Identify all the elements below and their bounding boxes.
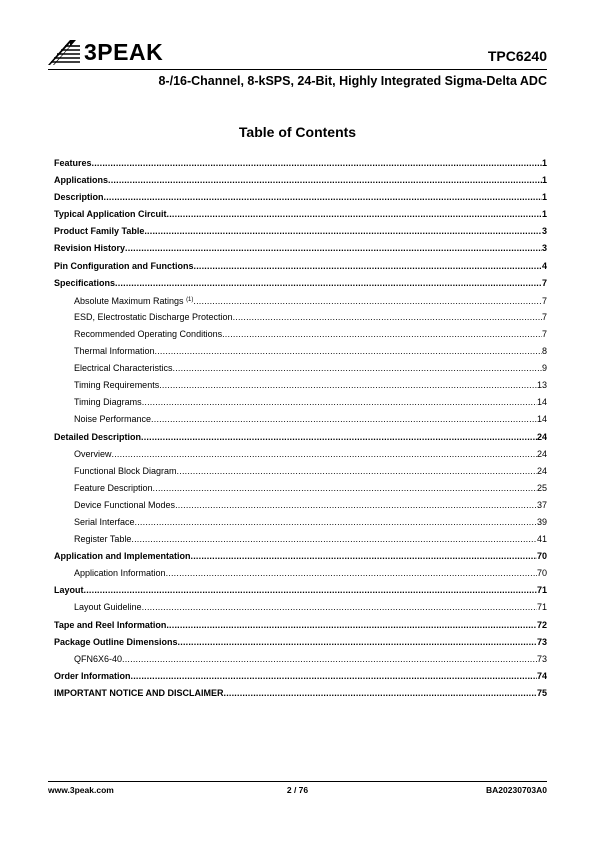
- footer-document-id: BA20230703A0: [486, 785, 547, 795]
- toc-entry-footnote-marker: (1): [186, 296, 194, 303]
- toc-entry-label-text: Register Table: [74, 534, 132, 545]
- toc-entry-label-text: Layout Guideline: [74, 602, 142, 613]
- footer-website-link[interactable]: www.3peak.com: [48, 785, 114, 795]
- toc-entry-page-number[interactable]: 25: [536, 482, 547, 493]
- toc-entry-label[interactable]: [54, 155, 92, 172]
- toc-entry-page-number[interactable]: 70: [536, 551, 547, 562]
- toc-entry-label-text: Absolute Maximum Ratings: [74, 295, 184, 306]
- toc-entry[interactable]: [54, 326, 547, 343]
- toc-entry-label-text: Recommended Operating Conditions: [74, 328, 223, 339]
- toc-entry-label-text: Application Information: [74, 568, 166, 579]
- toc-dot-leader: [224, 685, 537, 702]
- toc-entry-page-number[interactable]: 9: [541, 363, 547, 374]
- toc-entry-page-number[interactable]: 1: [541, 175, 547, 186]
- toc-entry[interactable]: [54, 429, 547, 446]
- toc-entry[interactable]: [54, 446, 547, 463]
- toc-entry-label-text: Electrical Characteristics: [74, 363, 173, 374]
- header-divider: [48, 69, 547, 70]
- toc-entry-label-text: Functional Block Diagram: [74, 465, 177, 476]
- footer-divider: [48, 781, 547, 782]
- toc-entry[interactable]: [54, 651, 547, 668]
- toc-entry-label[interactable]: [74, 651, 122, 668]
- toc-entry-label[interactable]: [54, 634, 178, 651]
- toc-entry[interactable]: [54, 548, 547, 565]
- toc-entry-label-text: Detailed Description: [54, 431, 142, 442]
- toc-entry-label-text: Pin Configuration and Functions: [54, 260, 194, 271]
- toc-entry[interactable]: [54, 206, 547, 223]
- toc-dot-leader: [155, 343, 542, 360]
- toc-entry[interactable]: [54, 634, 547, 651]
- toc-entry-label[interactable]: [74, 446, 112, 463]
- toc-entry[interactable]: [54, 411, 547, 428]
- toc-dot-leader: [159, 377, 537, 394]
- toc-dot-leader: [166, 565, 537, 582]
- toc-entry-label[interactable]: [74, 599, 142, 616]
- toc-entry-page-number[interactable]: 73: [536, 636, 547, 647]
- toc-entry-page-number[interactable]: 1: [541, 209, 547, 220]
- toc-dot-leader: [142, 599, 537, 616]
- toc-entry-label-text: Features: [54, 158, 92, 168]
- toc-entry-label[interactable]: [54, 617, 166, 634]
- toc-entry[interactable]: [54, 497, 547, 514]
- toc-dot-leader: [151, 411, 537, 428]
- toc-entry-label[interactable]: [54, 548, 191, 565]
- toc-dot-leader: [104, 189, 542, 206]
- toc-entry-label[interactable]: [74, 531, 131, 548]
- toc-entry-page-number[interactable]: 74: [536, 670, 547, 681]
- toc-entry[interactable]: [54, 514, 547, 531]
- toc-dot-leader: [131, 531, 537, 548]
- toc-entry-page-number[interactable]: 37: [536, 499, 547, 510]
- toc-entry-label[interactable]: [74, 343, 155, 360]
- toc-entry-label-text: Feature Description: [74, 482, 153, 493]
- toc-entry-page-number[interactable]: 75: [536, 687, 547, 698]
- toc-entry-page-number[interactable]: 7: [541, 295, 547, 306]
- toc-entry-page-number[interactable]: 13: [536, 380, 547, 391]
- toc-entry[interactable]: [54, 155, 547, 172]
- toc-entry-label[interactable]: [54, 223, 144, 240]
- toc-entry-label[interactable]: [74, 326, 222, 343]
- toc-entry-page-number[interactable]: 1: [541, 158, 547, 168]
- toc-dot-leader: [194, 258, 542, 275]
- toc-entry-label[interactable]: [54, 240, 125, 257]
- toc-entry[interactable]: [54, 223, 547, 240]
- toc-entry-page-number[interactable]: 70: [536, 568, 547, 579]
- toc-entry-label-text: Timing Requirements: [74, 380, 160, 391]
- toc-entry-label[interactable]: [74, 463, 177, 480]
- toc-entry-label-text: Timing Diagrams: [74, 397, 142, 408]
- toc-entry-label[interactable]: [74, 497, 175, 514]
- toc-entry-page-number[interactable]: 3: [541, 243, 547, 254]
- toc-entry-label-text: Applications: [54, 175, 109, 186]
- toc-entry-label[interactable]: [74, 360, 173, 377]
- toc-dot-leader: [92, 155, 542, 172]
- logo-wordmark: 3PEAK: [84, 39, 164, 65]
- toc-dot-leader: [131, 668, 537, 685]
- toc-entry-label-text: Layout: [54, 585, 84, 596]
- toc-dot-leader: [173, 360, 542, 377]
- toc-entry-label[interactable]: [74, 394, 142, 411]
- toc-entry[interactable]: [54, 599, 547, 616]
- toc-entry[interactable]: [54, 582, 547, 599]
- toc-entry-page-number[interactable]: 72: [536, 619, 547, 630]
- toc-title: Table of Contents: [238, 124, 357, 140]
- toc-entry[interactable]: [54, 343, 547, 360]
- toc-entry[interactable]: [54, 309, 547, 326]
- page-header: [48, 36, 547, 68]
- toc-entry[interactable]: [54, 240, 547, 257]
- toc-entry[interactable]: [54, 685, 547, 702]
- toc-entry-label[interactable]: [54, 206, 167, 223]
- toc-entry-page-number[interactable]: 39: [536, 516, 547, 527]
- toc-dot-leader: [193, 293, 542, 310]
- toc-entry[interactable]: [54, 617, 547, 634]
- toc-entry-label-text: Product Family Table: [54, 226, 145, 237]
- toc-dot-leader: [177, 463, 537, 480]
- toc-entry-label[interactable]: [74, 480, 153, 497]
- toc-entry-label-text: ESD, Electrostatic Discharge Protection: [74, 311, 233, 322]
- toc-entry-page-number[interactable]: 7: [541, 277, 547, 288]
- toc-entry[interactable]: [54, 531, 547, 548]
- toc-entry-label-text: Overview: [74, 448, 112, 459]
- toc-entry-page-number[interactable]: 24: [536, 448, 547, 459]
- toc-entry-page-number[interactable]: 7: [541, 311, 547, 322]
- toc-entry-label-text: Device Functional Modes: [74, 499, 176, 510]
- toc-entry-page-number[interactable]: 7: [541, 328, 547, 339]
- toc-dot-leader: [167, 206, 542, 223]
- toc-dot-leader: [84, 582, 537, 599]
- toc-entry-label-text: Thermal Information: [74, 346, 155, 357]
- document-subtitle: 8-/16-Channel, 8-kSPS, 24-Bit, Highly Integrated Sigma-Delta ADC: [158, 74, 547, 88]
- toc-entry-label-text: Revision History: [54, 243, 126, 254]
- toc-entry[interactable]: [54, 172, 547, 189]
- toc-entry-label[interactable]: [74, 411, 151, 428]
- toc-entry-label-text: Specifications: [54, 277, 116, 288]
- toc-dot-leader: [178, 634, 537, 651]
- toc-entry-page-number[interactable]: 1: [541, 192, 547, 203]
- toc-entry[interactable]: [54, 377, 547, 394]
- toc-entry[interactable]: [54, 480, 547, 497]
- toc-entry-page-number[interactable]: 41: [536, 534, 547, 545]
- toc-entry-label-text: Order Information: [54, 670, 131, 681]
- toc-dot-leader: [142, 394, 537, 411]
- toc-entry-label[interactable]: [54, 582, 84, 599]
- toc-entry-label[interactable]: [74, 309, 233, 326]
- toc-entry-page-number[interactable]: 8: [541, 346, 547, 357]
- toc-dot-leader: [115, 275, 542, 292]
- toc-entry-label-text: Typical Application Circuit: [54, 209, 167, 220]
- toc-entry[interactable]: [54, 258, 547, 275]
- toc-dot-leader: [233, 309, 542, 326]
- toc-entry[interactable]: [54, 668, 547, 685]
- toc-entry[interactable]: [54, 360, 547, 377]
- toc-entry-page-number[interactable]: 3: [541, 226, 547, 237]
- toc-entry-page-number[interactable]: 14: [536, 397, 547, 408]
- toc-entry-label-text: Description: [54, 192, 104, 203]
- toc-entry-label-text: Noise Performance: [74, 414, 152, 425]
- toc-dot-leader: [108, 172, 542, 189]
- toc-dot-leader: [222, 326, 542, 343]
- toc-dot-leader: [153, 480, 537, 497]
- toc-entry-label-text: Serial Interface: [74, 516, 135, 527]
- toc-entry-page-number[interactable]: 24: [536, 465, 547, 476]
- toc-dot-leader: [112, 446, 537, 463]
- toc-entry-page-number[interactable]: 71: [536, 585, 547, 596]
- toc-dot-leader: [122, 651, 537, 668]
- toc-dot-leader: [191, 548, 537, 565]
- toc-entry-label[interactable]: [54, 258, 194, 275]
- toc-entry-label[interactable]: [54, 429, 141, 446]
- toc-entry-label-text: Application and Implementation: [54, 551, 191, 562]
- 3peak-mountain-logo-icon: [48, 38, 82, 66]
- toc-entry[interactable]: [54, 275, 547, 292]
- footer-page-number: 2 / 76: [286, 785, 309, 795]
- toc-entry-page-number[interactable]: 4: [541, 260, 547, 271]
- toc-entry-label[interactable]: [74, 514, 135, 531]
- toc-dot-leader: [135, 514, 537, 531]
- toc-entry[interactable]: [54, 463, 547, 480]
- toc-entry-label-text: IMPORTANT NOTICE AND DISCLAIMER: [54, 687, 224, 698]
- toc-entry-page-number[interactable]: 73: [536, 653, 547, 664]
- toc-dot-leader: [141, 429, 537, 446]
- toc-entry-label-text: Tape and Reel Information: [54, 619, 167, 630]
- part-number: TPC6240: [487, 48, 547, 64]
- toc-entry[interactable]: [54, 394, 547, 411]
- toc-entry-label[interactable]: [74, 292, 193, 310]
- toc-entry-label-text: Package Outline Dimensions: [54, 636, 178, 647]
- toc-entry-label[interactable]: [54, 189, 104, 206]
- toc-entry-label[interactable]: [54, 668, 131, 685]
- toc-entry-label[interactable]: [74, 377, 159, 394]
- toc-entry-label[interactable]: [54, 172, 108, 189]
- toc-dot-leader: [125, 240, 542, 257]
- toc-entry[interactable]: [54, 189, 547, 206]
- toc-entry-page-number[interactable]: 14: [536, 414, 547, 425]
- toc-entry[interactable]: [54, 292, 547, 309]
- toc-entry-page-number[interactable]: 71: [536, 602, 547, 613]
- toc-entry-label-text: QFN6X6-40: [74, 653, 123, 664]
- toc-entry-label[interactable]: [54, 685, 224, 702]
- toc-entry-label[interactable]: [74, 565, 166, 582]
- table-of-contents: [54, 155, 547, 702]
- company-logo: [48, 36, 163, 68]
- toc-dot-leader: [144, 223, 542, 240]
- toc-dot-leader: [166, 617, 537, 634]
- toc-entry-page-number[interactable]: 24: [536, 431, 547, 442]
- toc-entry-label[interactable]: [54, 275, 115, 292]
- toc-entry[interactable]: [54, 565, 547, 582]
- toc-dot-leader: [175, 497, 537, 514]
